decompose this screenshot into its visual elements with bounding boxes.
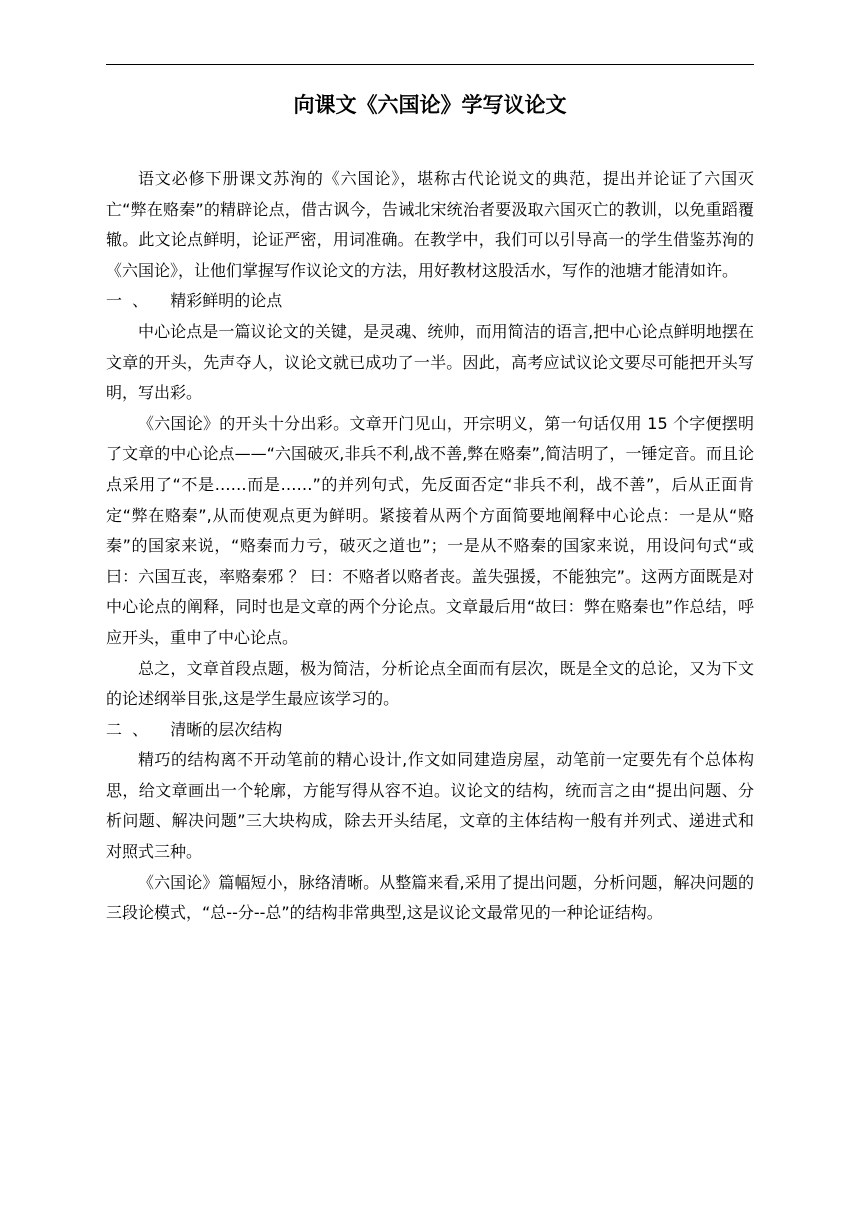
document-title: 向课文《六国论》学写议论文 (293, 93, 567, 117)
section-number: 一 、 (106, 291, 149, 311)
header-rule (106, 64, 754, 65)
section-heading-text: 精彩鲜明的论点 (170, 291, 283, 311)
body-paragraph: 《六国论》的开头十分出彩。文章开门见山，开宗明义，第一句话仅用 15 个字便摆明了文章的中心论点——“六国破灭,非兵不利,战不善,弊在赂秦”,简洁明了，一锤定音。而且论点采用了“不是……而是……”的并列句式，先反面否定“非兵不利，战不善”，后从正面肯定“弊在赂秦”,从而使观点更为鲜明。紧接着从两个方面简要地阐释中心论点：一是从“赂秦”的国家来说，“赂秦而力亏，破灭之道也”；一是从不赂秦的国家来说，用设问句式“或曰：六国互丧，率赂秦邪 ？ 曰：不赂者以赂者丧。盖失强援，不能独完”。这两方面既是对中心论点的阐释，同时也是文章的两个分论点。文章最后用“故曰：弊在赂秦也”作总结，呼应开头，重申了中心论点。 (106, 413, 754, 647)
section-heading-1 (106, 286, 754, 317)
body-paragraph: 中心论点是一篇议论文的关键，是灵魂、统帅，而用简洁的语言,把中心论点鲜明地摆在文章的开头，先声夺人，议论文就已成功了一半。因此，高考应试议论文要尽可能把开头写明，写出彩。 (106, 321, 754, 403)
section-heading-2 (106, 715, 754, 746)
section-heading-text: 清晰的层次结构 (170, 719, 283, 739)
document-body (106, 164, 754, 929)
body-paragraph: 《六国论》篇幅短小，脉络清晰。从整篇来看,采用了提出问题，分析问题，解决问题的三段论模式，“总--分--总”的结构非常典型,这是议论文最常见的一种论证结构。 (106, 872, 754, 923)
body-paragraph: 精巧的结构离不开动笔前的精心设计,作文如同建造房屋，动笔前一定要先有个总体构思，给文章画出一个轮廓，方能写得从容不迫。议论文的结构，统而言之由“提出问题、分析问题、解决问题”三大块构成，除去开头结尾，文章的主体结构一般有并列式、递进式和对照式三种。 (106, 750, 754, 862)
body-paragraph: 总之，文章首段点题，极为简洁，分析论点全面而有层次，既是全文的总论，又为下文的论述纲举目张,这是学生最应该学习的。 (106, 658, 754, 709)
section-number: 二 、 (106, 719, 149, 739)
intro-paragraph: 语文必修下册课文苏洵的《六国论》，堪称古代论说文的典范，提出并论证了六国灭亡“弊在赂秦”的精辟论点，借古讽今，告诫北宋统治者要汲取六国灭亡的教训，以免重蹈覆辙。此文论点鲜明，论证严密，用词准确。在教学中，我们可以引导高一的学生借鉴苏洵的《六国论》，让他们掌握写作议论文的方法，用好教材这股活水，写作的池塘才能清如许。 (106, 169, 754, 280)
